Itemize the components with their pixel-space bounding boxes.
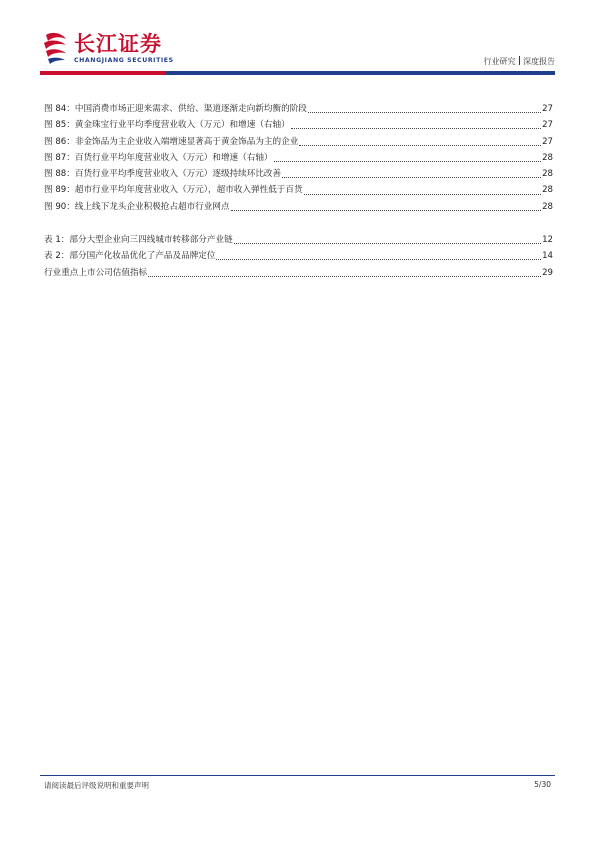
figure-index [44,101,553,215]
toc-leader [148,275,541,277]
toc-entry-label: 图 90：线上线下龙头企业积极抢占超市行业网点 [44,201,230,212]
toc-entry[interactable] [44,232,553,248]
header-rule-accent [40,71,166,75]
toc-entry-label: 行业重点上市公司估值指标 [44,267,148,278]
logo-english-name: CHANGJIANG SECURITIES [74,57,174,64]
toc-entry-page: 28 [542,152,553,163]
company-logo [40,30,200,70]
toc-entry-label: 图 86：非金饰品为主企业收入端增速显著高于黄金饰品为主的企业 [44,136,299,147]
toc-entry-page: 27 [542,136,553,147]
toc-entry-label: 表 2：部分国产化妆品优化了产品及品牌定位 [44,251,216,262]
toc-entry[interactable] [44,199,553,215]
toc-entry-page: 29 [542,267,553,278]
toc-leader [291,127,541,129]
toc-entry[interactable] [44,134,553,150]
report-category [484,56,556,67]
footer-disclaimer: 请阅读最后评级说明和重要声明 [44,781,149,790]
logo-chinese-name: 长江证券 [74,32,162,56]
toc-entry-page: 28 [542,169,553,180]
toc-leader [231,209,542,211]
toc-entry-label: 图 88：百货行业平均季度营业收入（万元）逐级持续环比改善 [44,169,282,180]
toc-entry-page: 12 [542,235,553,245]
toc-leader [308,111,541,113]
toc-entry-label: 图 85：黄金珠宝行业平均季度营业收入（万元）和增速（右轴） [44,120,290,131]
report-type-label: 深度报告 [523,57,555,66]
toc-entry[interactable] [44,182,553,198]
toc-entry[interactable] [44,101,553,117]
toc-entry-label: 图 84：中国消费市场正迎来需求、供给、渠道逐渐走向新均衡的阶段 [44,104,307,114]
toc-entry-label: 图 89：超市行业平均年度营业收入（万元），超市收入弹性低于百货 [44,185,303,196]
changjiang-logo-icon [42,31,70,65]
toc-entry[interactable] [44,166,553,182]
toc-entry[interactable] [44,117,553,133]
toc-entry-page: 28 [542,201,553,212]
toc-entry[interactable] [44,248,553,264]
toc-entry-page: 28 [542,185,553,196]
toc-entry-page: 27 [542,104,553,114]
toc-entry[interactable] [44,150,553,166]
toc-leader [299,144,541,146]
toc-leader [282,176,541,178]
category-label: 行业研究 [483,57,516,66]
toc-entry[interactable] [44,265,553,281]
table-index [44,232,553,281]
footer-rule [40,775,555,776]
toc-leader [234,242,541,244]
page-header [40,30,555,76]
toc-entry-page: 27 [542,120,553,131]
toc-entry-label: 图 87：百货行业平均年度营业收入（万元）和增速（右轴） [44,152,273,163]
category-separator [519,56,521,65]
page-number: 5/30 [534,780,551,789]
toc-entry-page: 14 [542,251,553,262]
toc-entry-label: 表 1：部分大型企业向三四线城市转移部分产业链 [44,235,233,245]
toc-leader [274,160,542,162]
toc-leader [216,258,541,260]
toc-leader [304,193,541,195]
